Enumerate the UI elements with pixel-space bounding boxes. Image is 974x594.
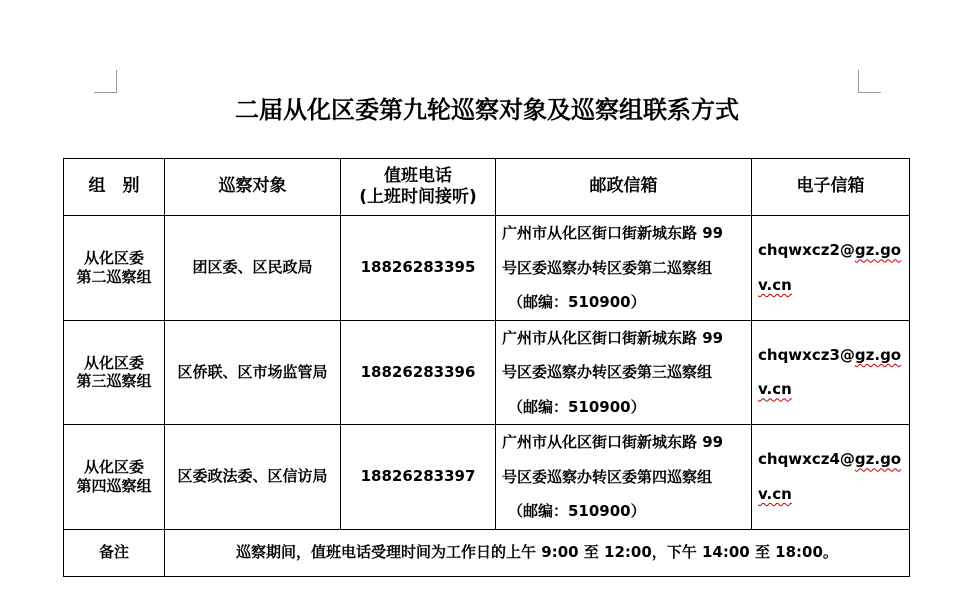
group-name-line1: 从化区委 bbox=[83, 353, 144, 372]
email-part-b: gz.go bbox=[854, 345, 902, 364]
postal-cell bbox=[496, 425, 752, 530]
table-row bbox=[64, 425, 910, 530]
group-cell bbox=[64, 320, 165, 425]
email-domain-tail: v.cn bbox=[758, 275, 792, 294]
postal-line1: 广州市从化区街口街新城东路 99 bbox=[502, 224, 724, 242]
postal-line1: 广州市从化区街口街新城东路 99 bbox=[502, 433, 724, 451]
email-line1 bbox=[758, 233, 909, 268]
group-cell bbox=[64, 425, 165, 530]
email-part-b: gz.go bbox=[854, 450, 902, 469]
note-label: 备注 bbox=[64, 529, 165, 576]
phone-cell: 18826283396 bbox=[341, 320, 496, 425]
target-cell: 区委政法委、区信访局 bbox=[165, 425, 341, 530]
target-cell: 区侨联、区市场监管局 bbox=[165, 320, 341, 425]
target-cell: 团区委、区民政局 bbox=[165, 216, 341, 321]
email-line2 bbox=[758, 372, 909, 407]
document-title: 二届从化区委第九轮巡察对象及巡察组联系方式 bbox=[235, 96, 739, 124]
table-header-row bbox=[64, 159, 910, 216]
email-domain-tail: v.cn bbox=[758, 484, 792, 503]
header-target: 巡察对象 bbox=[165, 159, 341, 216]
contact-table bbox=[63, 158, 910, 577]
email-part-a: chqwxcz4@ bbox=[758, 450, 855, 469]
note-text: 巡察期间，值班电话受理时间为工作日的上午 9:00 至 12:00，下午 14:00 至 18:00。 bbox=[165, 529, 910, 576]
email-line2 bbox=[758, 477, 909, 512]
group-name-line1: 从化区委 bbox=[83, 249, 144, 267]
phone-cell: 18826283397 bbox=[341, 425, 496, 530]
header-email: 电子信箱 bbox=[752, 159, 910, 216]
email-line1 bbox=[758, 338, 909, 373]
postal-code: （邮编：510900） bbox=[508, 397, 646, 416]
note-row bbox=[64, 529, 910, 576]
email-part-a: chqwxcz2@ bbox=[758, 241, 855, 260]
email-domain-tail: v.cn bbox=[758, 380, 792, 399]
postal-line2: 号区委巡察办转区委第三巡察组 bbox=[502, 363, 713, 381]
header-phone bbox=[341, 159, 496, 216]
email-cell bbox=[752, 320, 910, 425]
header-phone-line1: 值班电话 bbox=[384, 165, 452, 186]
header-phone-line2: (上班时间接听) bbox=[359, 187, 477, 207]
postal-line1: 广州市从化区街口街新城东路 99 bbox=[502, 328, 724, 347]
postal-line2: 号区委巡察办转区委第四巡察组 bbox=[502, 467, 713, 486]
postal-code: （邮编：510900） bbox=[508, 502, 646, 520]
email-cell bbox=[752, 216, 910, 321]
table-row bbox=[64, 320, 910, 425]
email-line2 bbox=[758, 268, 909, 303]
group-name-line2: 第四巡察组 bbox=[76, 476, 152, 495]
postal-code: （邮编：510900） bbox=[508, 293, 646, 311]
postal-cell bbox=[496, 320, 752, 425]
header-postal: 邮政信箱 bbox=[496, 159, 752, 216]
group-name-line2: 第三巡察组 bbox=[76, 372, 152, 391]
postal-cell bbox=[496, 216, 752, 321]
header-group: 组 别 bbox=[64, 159, 165, 216]
table-row bbox=[64, 216, 910, 321]
email-cell bbox=[752, 425, 910, 530]
postal-line2: 号区委巡察办转区委第二巡察组 bbox=[502, 258, 713, 277]
group-name-line1: 从化区委 bbox=[83, 458, 144, 476]
email-line1 bbox=[758, 442, 909, 477]
phone-cell: 18826283395 bbox=[341, 216, 496, 321]
group-cell bbox=[64, 216, 165, 321]
group-name-line2: 第二巡察组 bbox=[76, 267, 152, 286]
email-part-a: chqwxcz3@ bbox=[758, 345, 855, 364]
email-part-b: gz.go bbox=[854, 241, 902, 260]
